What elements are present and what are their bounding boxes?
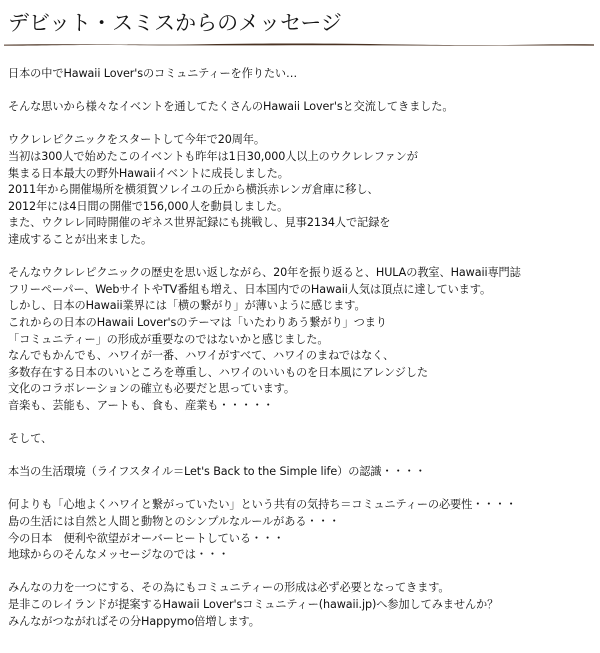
paragraph-gap xyxy=(8,564,600,581)
text-line: なんでもかんでも、ハワイが一番、ハワイがすべて、ハワイのまねではなく、 xyxy=(8,349,395,363)
text-line: また、ウクレレ同時開催のギネス世界記録にも挑戦し、見事2134人で記録を xyxy=(8,216,391,230)
text-line: みんなの力を一つにする、その為にもコミュニティーの形成は必ず必要となってきます。 xyxy=(8,581,450,595)
text-line: 日本の中でHawaii Lover'sのコミュニティーを作りたい… xyxy=(8,67,298,80)
paragraph-motivation xyxy=(8,99,600,116)
text-line: 「コミュニティー」の形成が重要なのではないかと感じました。 xyxy=(8,332,329,346)
message-body xyxy=(8,66,600,630)
text-line: みんながつながればその分Happymo倍増します。 xyxy=(8,614,260,628)
paragraph-gap xyxy=(8,414,600,431)
title-divider xyxy=(4,42,594,46)
page-title: デビット・スミスからのメッセージ xyxy=(8,11,342,35)
text-line: そんな思いから様々なイベントを通してたくさんのHawaii Lover'sと交流してきました。 xyxy=(8,100,454,114)
paragraph-and-then xyxy=(8,431,600,448)
paragraph-invitation xyxy=(8,580,600,630)
paragraph-gap xyxy=(8,83,600,100)
text-line: フリーペーパー、WebサイトやTV番組も増え、日本国内でのHawaii人気は頂点に達しています。 xyxy=(8,282,492,296)
text-line: 当初は300人で始めたこのイベントも昨年は1日30,000人以上のウクレレファンが xyxy=(8,149,418,163)
paragraph-community-need xyxy=(8,497,600,563)
text-line: 2012年には4日間の開催で156,000人を動員しました。 xyxy=(8,199,289,213)
text-line: しかし、日本のHawaii業界には「横の繋がり」が薄いように感じます。 xyxy=(8,299,366,313)
text-line: そんなウクレレピクニックの歴史を思い返しながら、20年を振り返ると、HULAの教室、Hawaii専門誌 xyxy=(8,266,521,280)
text-line: 地球からのそんなメッセージなのでは・・・ xyxy=(8,548,230,562)
text-line: 集まる日本最大の野外Hawaiiイベントに成長しました。 xyxy=(8,166,289,180)
text-line: これからの日本のHawaii Lover'sのテーマは「いたわりあう繋がり」つまり xyxy=(8,315,387,329)
text-line: 達成することが出来ました。 xyxy=(8,232,153,246)
paragraph-lifestyle xyxy=(8,464,600,481)
text-line: ウクレレピクニックをスタートして今年で20周年。 xyxy=(8,133,266,147)
brush-rule-graphic xyxy=(4,42,594,47)
paragraph-intro xyxy=(8,66,600,83)
paragraph-gap xyxy=(8,116,600,133)
paragraph-gap xyxy=(8,249,600,266)
text-line: 音楽も、芸能も、アートも、食も、産業も・・・・・ xyxy=(8,398,274,412)
text-line: 是非このレイランドが提案するHawaii Lover'sコミュニティー(hawaii.jp)へ参加してみませんか？ xyxy=(8,598,499,611)
text-line: そして、 xyxy=(8,432,53,446)
text-line: 今の日本 便利や欲望がオーバーヒートしている・・・ xyxy=(8,531,285,545)
paragraph-history xyxy=(8,265,600,414)
text-line: 文化のコラボレーションの確立も必要だと思っています。 xyxy=(8,382,295,396)
paragraph-ukulele-picnic xyxy=(8,132,600,248)
paragraph-gap xyxy=(8,481,600,498)
text-line: 多数存在する日本のいいところを尊重し、ハワイのいいものを日本風にアレンジした xyxy=(8,365,428,379)
text-line: 2011年から開催場所を横須賀ソレイユの丘から横浜赤レンガ倉庫に移し、 xyxy=(8,183,379,197)
text-line: 何よりも「心地よくハワイと繋がっていたい」という共有の気持ち＝コミュニティーの必要性・・・・ xyxy=(8,498,517,512)
text-line: 本当の生活環境（ライフスタイル＝Let's Back to the Simple life）の認識・・・・ xyxy=(8,465,426,479)
paragraph-gap xyxy=(8,448,600,465)
text-line: 島の生活には自然と人間と動物とのシンプルなルールがある・・・ xyxy=(8,515,340,529)
